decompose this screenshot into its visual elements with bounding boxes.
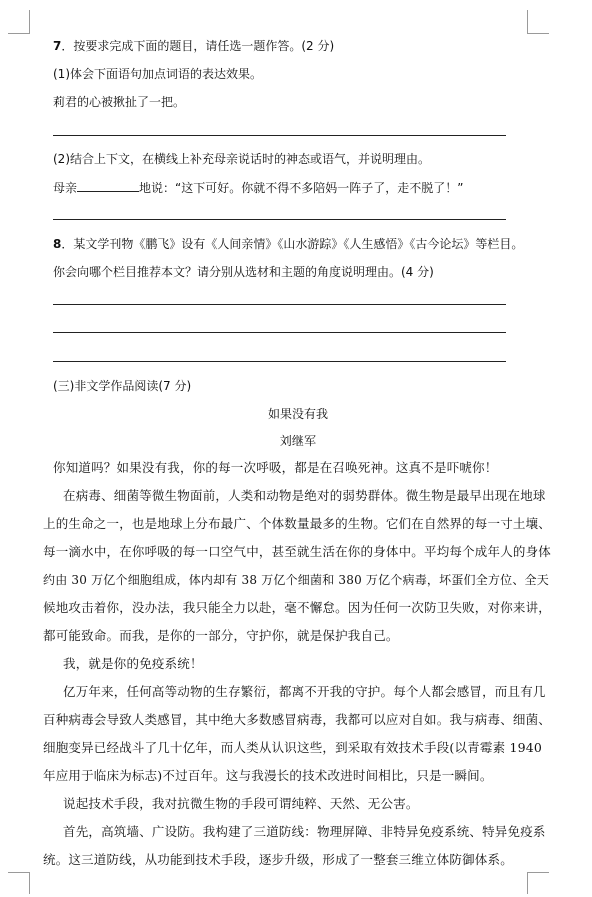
paragraph-line: 每一滴水中，在你呼吸的每一口空气中，甚至就生活在你的身体中。平均每个成年人的身体 [43,544,552,559]
crop-mark-bottom-right-v [527,872,528,894]
paragraph-line: 细胞变异已经战斗了几十亿年，而人类从认识这些，到采取有效技术手段(以青霉素 1940 [43,740,543,755]
crop-mark-bottom-left-h [8,872,30,873]
question-7-part-1: (1)体会下面语句加点词语的表达效果。 [53,67,262,81]
paragraph-line: 亿万年来，任何高等动物的生存繁衍，都离不开我的守护。每个人都会感冒，而且有几 [63,684,546,699]
paragraph-line: 百种病毒会导致人类感冒，其中绝大多数感冒病毒，我都可以应对自如。我与病毒、细菌、 [43,712,552,727]
answer-line[interactable] [53,332,506,333]
question-7-part-2: (2)结合上下文，在横线上补充母亲说话时的神态或语气，并说明理由。 [53,152,431,166]
question-8-number: 8 [53,237,62,251]
question-7-part-1-sentence: 莉君的心被揪扯了一把。 [53,95,186,109]
question-8-line-2: 你会向哪个栏目推荐本文？请分别从选材和主题的角度说明理由。(4 分) [53,265,434,279]
paragraph-line: 首先，高筑墙、广设防。我构建了三道防线：物理屏障、非特异免疫系统、特异免疫系 [63,824,546,839]
article-title: 如果没有我 [267,407,328,421]
crop-mark-top-right-h [527,33,549,34]
paragraph-line: 说起技术手段，我对抗微生物的手段可谓纯粹、天然、无公害。 [63,796,419,811]
answer-line[interactable] [53,361,506,362]
answer-line[interactable] [53,135,506,136]
article-author: 刘继军 [279,434,317,448]
fill-in-blank[interactable] [77,178,139,192]
question-7-text: ．按要求完成下面的题目，请任选一题作答。(2 分) [61,39,335,53]
sentence-suffix: 地说：“这下可好。你就不得不多陪妈一阵子了，走不脱了！” [139,181,464,195]
sentence-prefix: 母亲 [53,181,78,195]
paragraph-line: 在病毒、细菌等微生物面前，人类和动物是绝对的弱势群体。微生物是最早出现在地球 [63,488,546,503]
crop-mark-top-left-h [8,33,30,34]
paragraph-line: 上的生命之一，也是地球上分布最广、个体数量最多的生物。它们在自然界的每一寸土壤、 [43,516,552,531]
paragraph-line: 我，就是你的免疫系统！ [63,656,203,671]
question-8-title [53,234,523,254]
section-heading: (三)非文学作品阅读(7 分) [53,379,192,393]
crop-mark-top-right-v [527,10,528,34]
paragraph-line: 你知道吗？如果没有我，你的每一次呼吸，都是在召唤死神。这真不是吓唬你！ [53,460,498,475]
crop-mark-bottom-left-v [29,872,30,894]
paragraph-line: 年应用于临床为标志)不过百年。这与我漫长的技术改进时间相比，只是一瞬间。 [43,768,493,783]
answer-line[interactable] [53,304,506,305]
paragraph-line: 都可能致命。而我，是你的一部分，守护你，就是保护我自己。 [43,628,399,643]
paragraph-line: 候地攻击着你，没办法，我只能全力以赴，毫不懈怠。因为任何一次防卫失败，对你来讲， [43,600,552,615]
paragraph-line: 统。这三道防线，从功能到技术手段，逐步升级，形成了一整套三维立体防御体系。 [43,852,513,867]
question-7-title [53,36,334,56]
crop-mark-top-left-v [29,10,30,34]
question-8-text: ．某文学刊物《鹏飞》设有《人间亲情》《山水游踪》《人生感悟》《古今论坛》等栏目。 [61,237,524,251]
answer-line[interactable] [53,219,506,220]
question-7-part-2-sentence [53,178,463,198]
question-7-number: 7 [53,39,62,53]
paragraph-line: 约由 30 万亿个细胞组成，体内却有 38 万亿个细菌和 380 万亿个病毒，坏蛋们全方位、全天 [43,573,549,587]
crop-mark-bottom-right-h [527,872,549,873]
